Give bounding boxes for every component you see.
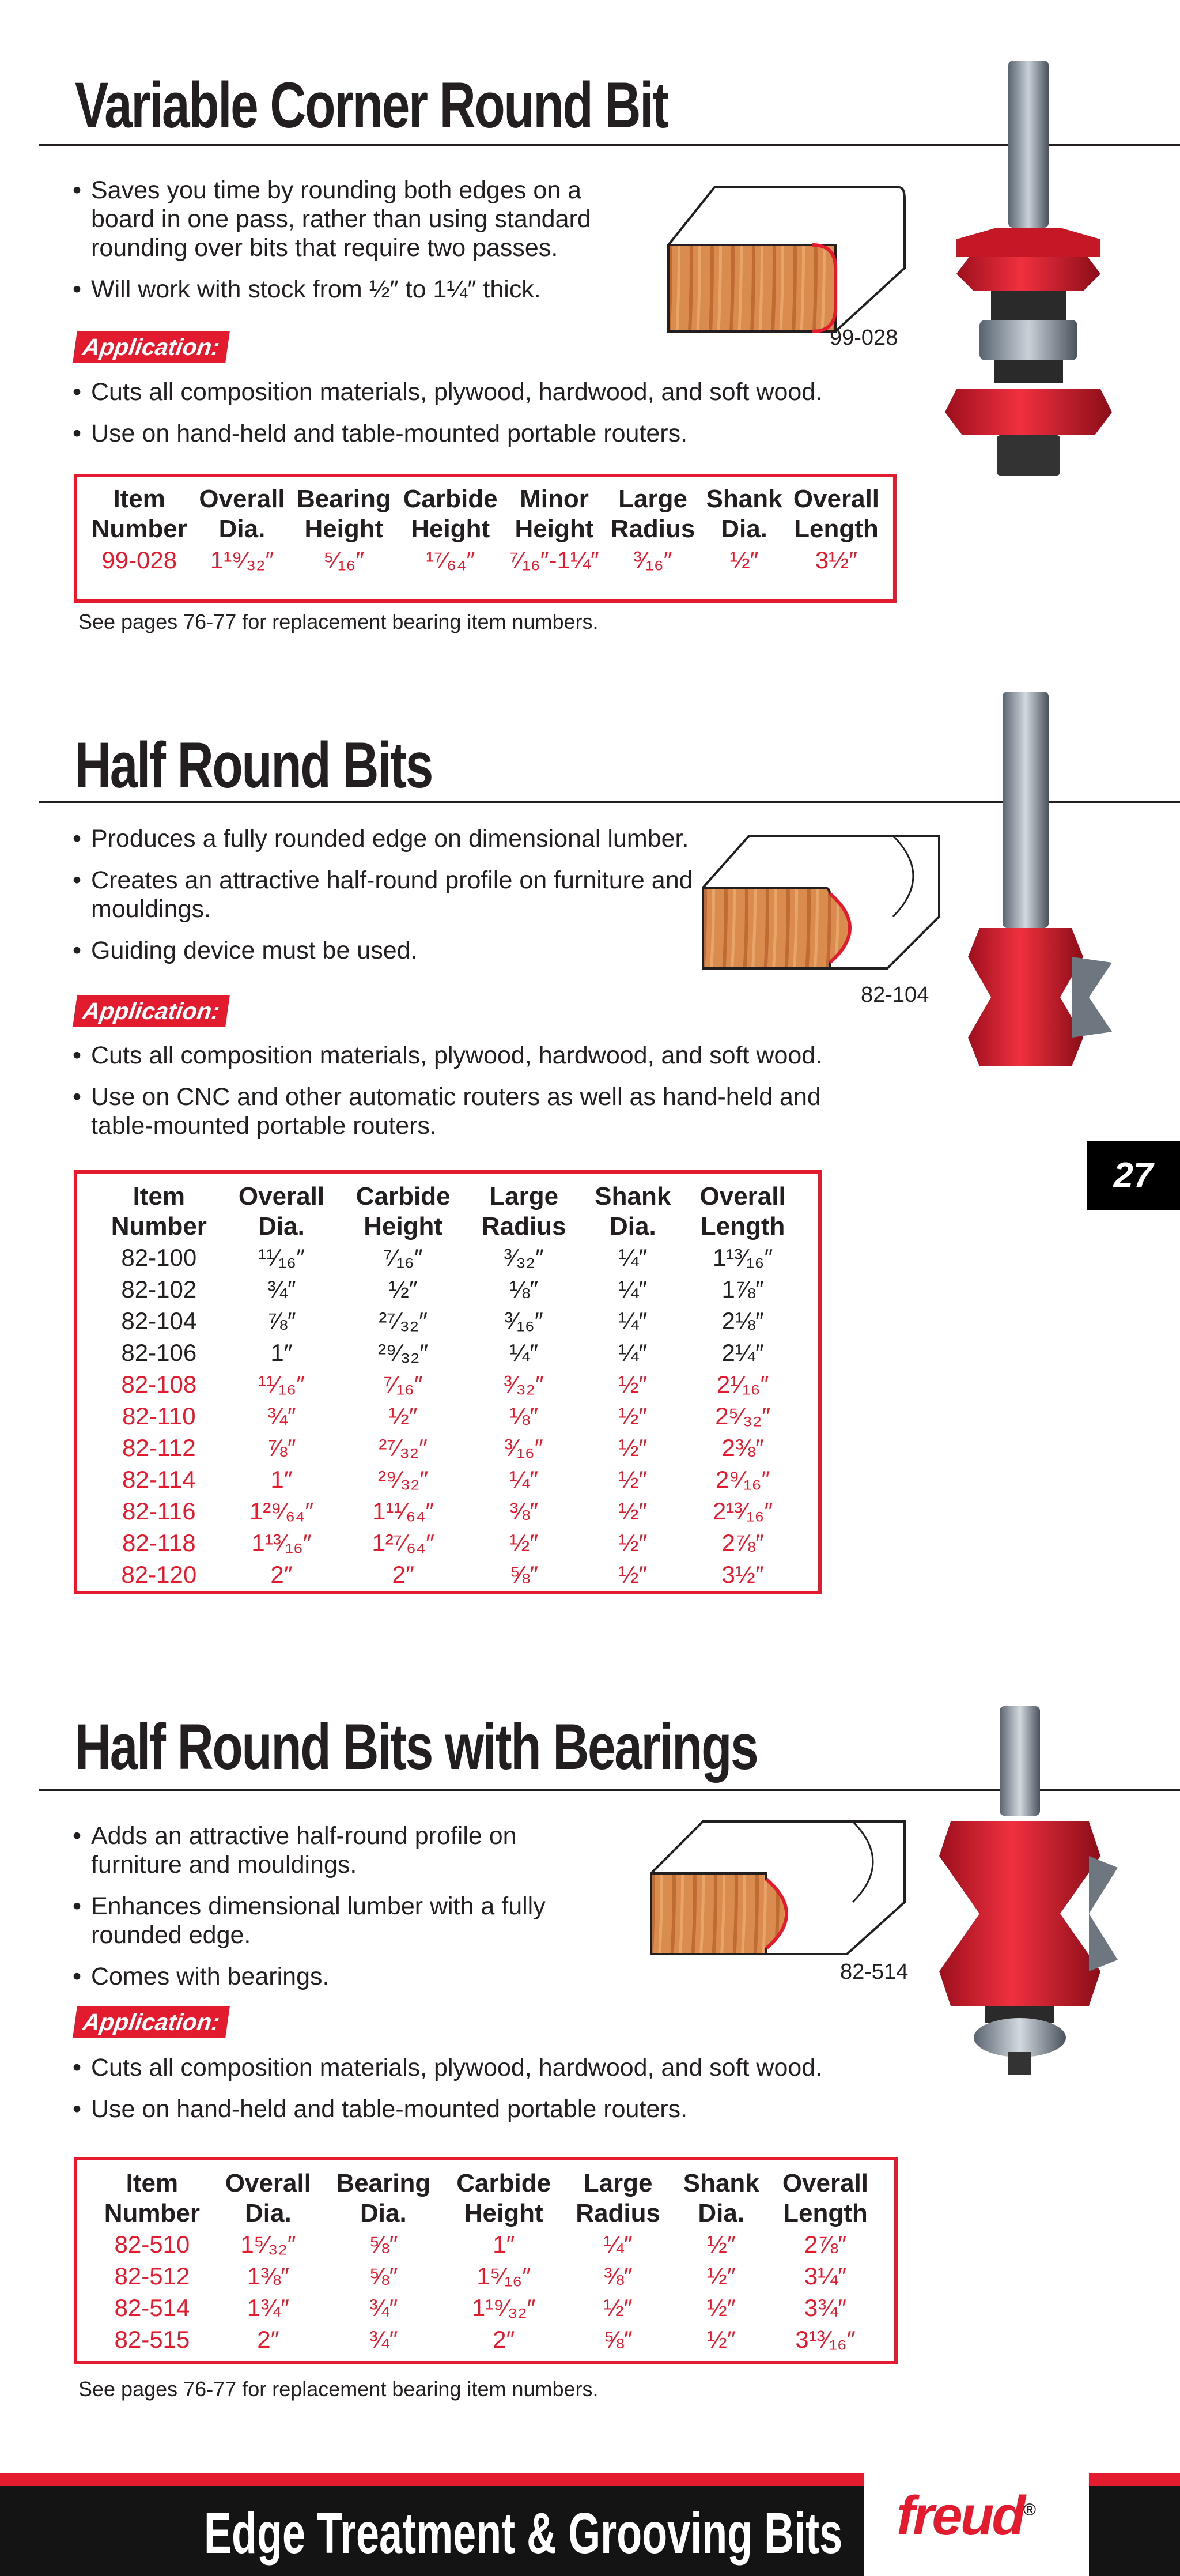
application-label: Application:	[73, 995, 230, 1027]
item-number-cell: 82-102	[121, 1276, 197, 1303]
table-row	[94, 1305, 801, 1337]
feature-item: • Saves you time by rounding both edges on a board in one pass, rather than using standard rounding over bits that require two passes.	[73, 176, 626, 262]
col-header: Overall Dia.	[238, 1182, 325, 1240]
bearing-note: See pages 76-77 for replacement bearing item numbers.	[78, 610, 599, 633]
section-title: Variable Corner Round Bit	[75, 69, 668, 141]
profile-diagram	[645, 1816, 910, 1960]
col-header: Carbide Height	[456, 2169, 551, 2227]
table-cell: ¼″	[509, 1466, 539, 1493]
table-row	[91, 2292, 880, 2324]
router-bit-image	[939, 686, 1129, 1078]
section-half-round-bearings	[0, 1631, 1180, 2473]
footer-title: Edge Treatment & Grooving Bits	[203, 2501, 842, 2566]
col-header: Large Radius	[481, 1182, 566, 1240]
table-cell: ½″	[618, 1561, 648, 1588]
section-half-round	[0, 651, 1180, 1631]
feature-list	[73, 176, 626, 316]
col-header: Shank Dia.	[706, 485, 782, 543]
table-cell: ¹¹⁄₁₆″	[258, 1371, 305, 1398]
table-cell: ¼″	[603, 2231, 633, 2258]
table-cell: ¾″	[369, 2326, 398, 2353]
col-header: Overall Dia.	[225, 2169, 311, 2227]
table-row	[94, 1337, 801, 1368]
table-cell: 3½″	[721, 1561, 764, 1588]
application-item: • Use on hand-held and table-mounted portable routers.	[73, 419, 879, 448]
item-number-cell: 82-512	[114, 2262, 190, 2290]
spec-table-box	[74, 1170, 822, 1594]
section-title: Half Round Bits	[75, 729, 433, 801]
application-item: • Cuts all composition materials, plywood, hardwood, and soft wood.	[73, 1041, 879, 1070]
table-cell: ¼″	[509, 1339, 539, 1366]
item-number-cell: 82-110	[122, 1402, 196, 1430]
table-header-row	[91, 2168, 880, 2228]
table-cell: ½″	[509, 1529, 539, 1556]
table-row	[94, 1432, 801, 1464]
feature-item: • Creates an attractive half-round profile on furniture and mouldings.	[73, 866, 695, 923]
table-cell: 2¹³⁄₁₆″	[712, 1498, 773, 1525]
table-cell: ³⁄₁₆″	[504, 1434, 543, 1461]
item-number-cell: 82-510	[114, 2231, 190, 2258]
table-cell: ⅜″	[509, 1498, 539, 1525]
table-cell: 2⅛″	[721, 1307, 764, 1334]
table-row	[94, 1273, 801, 1305]
table-cell: ½″	[618, 1498, 648, 1525]
table-cell: 3¾″	[804, 2294, 847, 2321]
table-cell: 1²⁷⁄₆₄″	[372, 1529, 434, 1556]
table-cell: ½″	[603, 2294, 633, 2321]
table-cell: ²⁹⁄₃₂″	[378, 1466, 429, 1493]
col-header: Carbide Height	[403, 485, 498, 543]
table-header-row	[85, 484, 885, 544]
table-cell: ⅞″	[267, 1434, 296, 1461]
table-cell: 1″	[270, 1339, 293, 1366]
application-item: • Use on hand-held and table-mounted portable routers.	[73, 2095, 879, 2124]
table-cell: ⅞″	[267, 1307, 296, 1334]
table-cell: ¹¹⁄₁₆″	[258, 1244, 305, 1271]
item-number-cell: 82-104	[121, 1307, 197, 1334]
item-number-cell: 82-118	[122, 1529, 196, 1556]
table-cell: 2¹⁄₁₆″	[716, 1371, 769, 1398]
table-cell: ½″	[706, 2294, 736, 2321]
spec-table	[91, 2168, 880, 2355]
bearing-note: See pages 76-77 for replacement bearing item numbers.	[78, 2377, 599, 2401]
table-cell: 2¼″	[721, 1339, 764, 1366]
col-header: Shank Dia.	[683, 2169, 759, 2227]
table-cell: 1¾″	[247, 2294, 289, 2321]
table-cell: ¼″	[618, 1339, 648, 1366]
profile-diagram	[663, 176, 910, 343]
table-cell: 1⅞″	[721, 1276, 764, 1303]
table-cell: ⅝″	[509, 1561, 539, 1588]
table-cell: ½″	[618, 1402, 648, 1430]
feature-item: • Guiding device must be used.	[73, 936, 695, 965]
table-cell: 3¼″	[804, 2262, 847, 2290]
table-row	[94, 1400, 801, 1432]
col-header: Item Number	[111, 1182, 207, 1240]
table-cell: ⅜″	[603, 2262, 633, 2290]
table-cell: ⅛″	[509, 1276, 539, 1303]
table-cell: ½″	[706, 2231, 736, 2258]
application-list	[73, 1041, 879, 1153]
table-cell: ½″	[618, 1529, 648, 1556]
table-cell: 2⁵⁄₃₂″	[715, 1402, 771, 1430]
table-cell: ½″	[706, 2326, 736, 2353]
table-cell: ¼″	[618, 1244, 648, 1271]
table-cell: 1¹⁹⁄₃₂″	[210, 546, 274, 574]
application-list	[73, 2053, 879, 2136]
item-number-cell: 82-514	[114, 2294, 190, 2321]
item-number-cell: 99-028	[101, 546, 177, 574]
feature-item: • Produces a fully rounded edge on dimensional lumber.	[73, 824, 695, 853]
router-bit-image	[910, 55, 1141, 493]
table-cell: ¾″	[267, 1276, 296, 1303]
table-cell: ⅝″	[603, 2326, 633, 2353]
col-header: Shank Dia.	[595, 1182, 671, 1240]
table-cell: ½″	[388, 1276, 418, 1303]
section-variable-corner-round	[0, 0, 1180, 651]
col-header: Overall Length	[793, 485, 880, 543]
table-cell: 1⅜″	[247, 2262, 289, 2290]
table-cell: ³⁄₃₂″	[504, 1244, 544, 1271]
table-cell: 2″	[493, 2326, 515, 2353]
table-row	[94, 1368, 801, 1400]
table-cell: 3¹³⁄₁₆″	[795, 2326, 856, 2353]
table-cell: ½″	[729, 546, 759, 574]
table-cell: ²⁷⁄₃₂″	[379, 1307, 428, 1334]
feature-item: • Comes with bearings.	[73, 1962, 568, 1991]
table-cell: 1¹³⁄₁₆″	[712, 1244, 773, 1271]
table-cell: ⁵⁄₁₆″	[323, 546, 365, 574]
table-header-row	[94, 1182, 801, 1242]
router-bit-image	[916, 1706, 1124, 2098]
application-label: Application:	[73, 331, 230, 363]
table-cell: 2⅞″	[804, 2231, 847, 2258]
section-title: Half Round Bits with Bearings	[75, 1711, 758, 1783]
table-cell: ½″	[618, 1466, 648, 1493]
application-label: Application:	[73, 2006, 230, 2038]
col-header: Bearing Dia.	[336, 2169, 431, 2227]
table-row	[94, 1242, 801, 1273]
application-item: • Use on CNC and other automatic routers as well as hand-held and table-mounted portable routers.	[73, 1083, 879, 1140]
table-cell: 2⅜″	[721, 1434, 764, 1461]
table-cell: 1⁵⁄₁₆″	[476, 2262, 531, 2290]
table-cell: 1¹¹⁄₆₄″	[372, 1498, 434, 1525]
table-body	[85, 544, 885, 576]
col-header: Large Radius	[576, 2169, 660, 2227]
spec-table-box	[74, 2157, 898, 2364]
table-cell: ⁷⁄₁₆″	[383, 1244, 423, 1271]
table-cell: ⁷⁄₁₆″-1¼″	[509, 546, 599, 574]
application-item: • Cuts all composition materials, plywood, hardwood, and soft wood.	[73, 378, 879, 406]
table-cell: ²⁷⁄₃₂″	[379, 1434, 428, 1461]
table-cell: 1²⁹⁄₆₄″	[249, 1498, 314, 1525]
feature-item: • Enhances dimensional lumber with a fully rounded edge.	[73, 1892, 568, 1949]
table-row	[91, 2260, 880, 2292]
col-header: Bearing Height	[296, 485, 391, 543]
table-cell: ²⁹⁄₃₂″	[378, 1339, 429, 1366]
table-row	[94, 1495, 801, 1527]
item-number-cell: 82-515	[114, 2326, 190, 2353]
item-number-cell: 82-116	[122, 1498, 196, 1525]
table-cell: ½″	[618, 1371, 648, 1398]
table-row	[94, 1464, 801, 1495]
table-cell: 1¹⁹⁄₃₂″	[471, 2294, 536, 2321]
col-header: Item Number	[91, 485, 187, 543]
table-cell: ³⁄₁₆″	[633, 546, 672, 574]
image-code: 99-028	[830, 326, 898, 350]
table-cell: ¾″	[369, 2294, 398, 2321]
table-cell: 2″	[392, 1561, 414, 1588]
spec-table	[94, 1182, 801, 1590]
col-header: Overall Dia.	[199, 485, 285, 543]
col-header: Overall Length	[699, 1182, 786, 1240]
col-header: Carbide Height	[355, 1182, 451, 1240]
table-body	[94, 1242, 801, 1590]
table-cell: 2⁹⁄₁₆″	[715, 1466, 770, 1493]
spec-table-box	[74, 474, 897, 603]
table-row	[94, 1527, 801, 1559]
item-number-cell: 82-114	[122, 1466, 196, 1493]
table-cell: 2⅞″	[721, 1529, 764, 1556]
feature-item: • Will work with stock from ½″ to 1¼″ thick.	[73, 275, 626, 304]
col-header: Overall Length	[782, 2169, 869, 2227]
table-cell: ⅛″	[509, 1402, 539, 1430]
table-cell: 1⁵⁄₃₂″	[240, 2231, 296, 2258]
col-header: Minor Height	[515, 485, 594, 543]
profile-diagram	[697, 830, 951, 974]
table-cell: ⅝″	[369, 2231, 398, 2258]
table-cell: ¾″	[267, 1402, 296, 1430]
table-cell: ¹⁷⁄₆₄″	[426, 546, 475, 574]
table-row	[91, 2228, 880, 2260]
table-row	[85, 544, 885, 576]
col-header: Item Number	[104, 2169, 201, 2227]
table-cell: ⁷⁄₁₆″	[383, 1371, 423, 1398]
table-cell: ½″	[388, 1402, 418, 1430]
table-cell: ⅝″	[369, 2262, 398, 2290]
table-cell: ½″	[618, 1434, 648, 1461]
table-cell: 1¹³⁄₁₆″	[251, 1529, 312, 1556]
table-cell: 1″	[493, 2231, 515, 2258]
table-body	[91, 2228, 880, 2355]
table-cell: ¼″	[618, 1276, 648, 1303]
table-cell: 2″	[257, 2326, 279, 2353]
col-header: Large Radius	[610, 485, 695, 543]
image-code: 82-514	[840, 1960, 909, 1984]
table-cell: 3½″	[815, 546, 858, 574]
table-cell: ³⁄₃₂″	[504, 1371, 544, 1398]
table-row	[94, 1559, 801, 1590]
footer-band-right	[1089, 2486, 1180, 2576]
item-number-cell: 82-112	[122, 1434, 196, 1461]
item-number-cell: 82-100	[121, 1244, 197, 1271]
page-number-tab: 27	[1087, 1141, 1180, 1210]
item-number-cell: 82-108	[121, 1371, 197, 1398]
item-number-cell: 82-120	[121, 1561, 197, 1588]
application-item: • Cuts all composition materials, plywood, hardwood, and soft wood.	[73, 2053, 879, 2082]
freud-logo: freud®	[897, 2485, 1034, 2547]
table-cell: ³⁄₁₆″	[504, 1307, 543, 1334]
table-cell: 1″	[270, 1466, 293, 1493]
feature-item: • Adds an attractive half-round profile on furniture and mouldings.	[73, 1821, 568, 1879]
application-list	[73, 378, 879, 461]
image-code: 82-104	[861, 983, 929, 1007]
table-cell: ¼″	[618, 1307, 648, 1334]
feature-list	[73, 1821, 568, 2004]
table-row	[91, 2324, 880, 2355]
table-cell: ½″	[706, 2262, 736, 2290]
item-number-cell: 82-106	[121, 1339, 197, 1366]
table-cell: 2″	[270, 1561, 293, 1588]
spec-table	[85, 484, 885, 576]
feature-list	[73, 824, 695, 978]
